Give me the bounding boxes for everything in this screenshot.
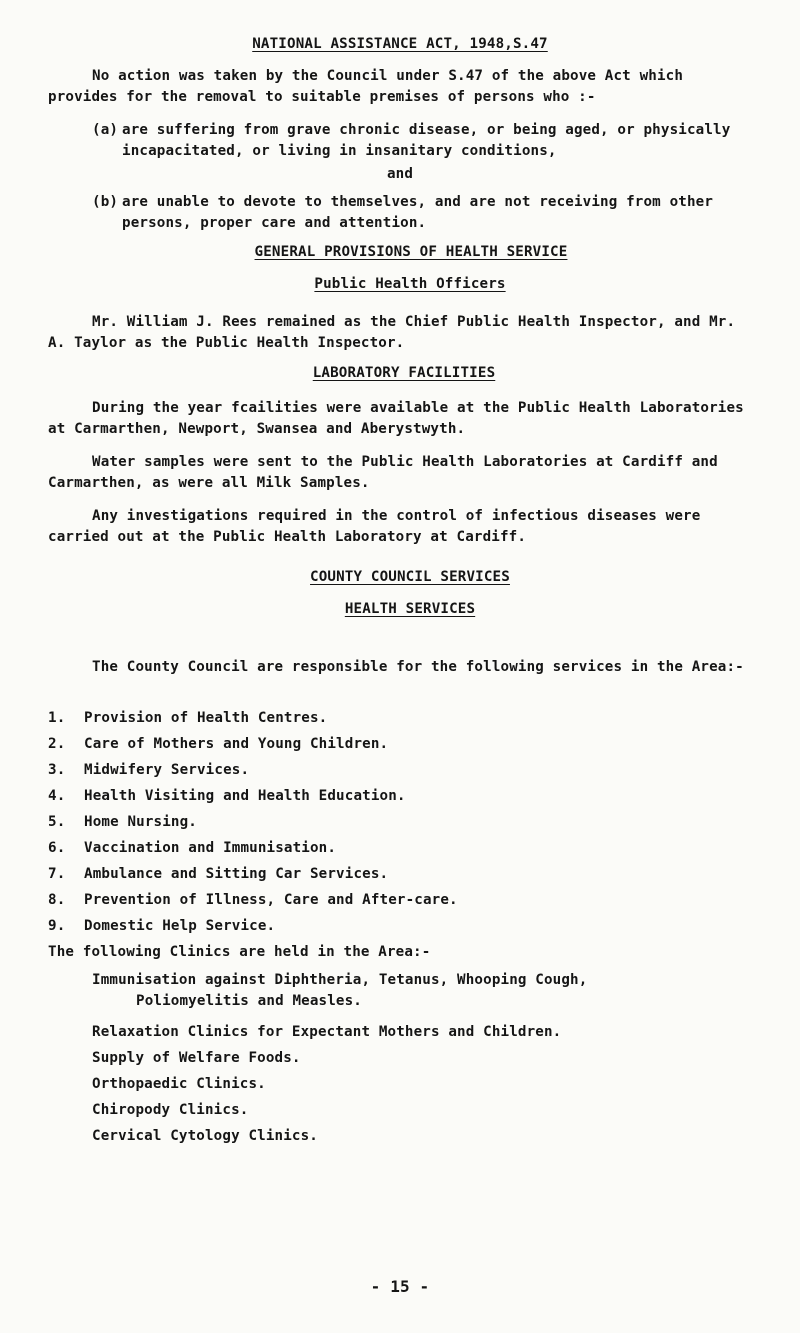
clinic-immunisation-line2: Poliomyelitis and Measles. <box>136 993 362 1009</box>
condition-b-text: are unable to devote to themselves, and are not receiving from other persons, proper care and attention. <box>122 194 714 231</box>
condition-b-label: (b) <box>92 194 119 210</box>
service-item: 1. Provision of Health Centres. <box>48 710 328 726</box>
heading-laboratory-facilities: LABORATORY FACILITIES <box>312 365 496 381</box>
clinic-immunisation <box>92 970 732 1012</box>
service-item: 7. Ambulance and Sitting Car Services. <box>48 866 389 882</box>
clinic-relaxation: Relaxation Clinics for Expectant Mothers and Children. <box>92 1024 562 1040</box>
heading-general-provisions: GENERAL PROVISIONS OF HEALTH SERVICE <box>254 244 568 260</box>
heading-health-services: HEALTH SERVICES <box>344 601 476 617</box>
service-item: 9. Domestic Help Service. <box>48 918 276 934</box>
condition-a <box>92 120 752 162</box>
condition-a-label: (a) <box>92 122 119 138</box>
service-item: 5. Home Nursing. <box>48 814 197 830</box>
page-number: - 15 - <box>370 1277 430 1296</box>
lab-paragraph-1: During the year fcailities were available at the Public Health Laboratories at Carmarthen, Newport, Swansea and Aberystwyth. <box>48 400 744 437</box>
clinic-welfare-foods: Supply of Welfare Foods. <box>92 1050 301 1066</box>
clinic-orthopaedic: Orthopaedic Clinics. <box>92 1076 266 1092</box>
intro-paragraph: No action was taken by the Council under S.47 of the above Act which provides for the removal to suitable premises of persons who :- <box>48 68 684 105</box>
clinic-immunisation-line1: Immunisation against Diphtheria, Tetanus, Whooping Cough, <box>92 972 588 988</box>
lab-paragraph-2: Water samples were sent to the Public Health Laboratories at Cardiff and Carmarthen, as were all Milk Samples. <box>48 454 718 491</box>
heading-national-assistance-act: NATIONAL ASSISTANCE ACT, 1948,S.47 <box>252 36 548 52</box>
clinic-chiropody: Chiropody Clinics. <box>92 1102 249 1118</box>
officers-paragraph: Mr. William J. Rees remained as the Chief Public Health Inspector, and Mr. A. Taylor as the Public Health Inspector. <box>48 314 736 351</box>
condition-b <box>92 192 752 234</box>
services-intro: The County Council are responsible for the following services in the Area:- <box>92 659 744 675</box>
service-item: 8. Prevention of Illness, Care and After-care. <box>48 892 458 908</box>
heading-county-council-services: COUNTY COUNCIL SERVICES <box>310 569 510 585</box>
heading-public-health-officers: Public Health Officers <box>314 276 506 292</box>
lab-paragraph-3: Any investigations required in the control of infectious diseases were carried out at the Public Health Laboratory at Cardiff. <box>48 508 701 545</box>
and-word: and <box>386 166 414 182</box>
clinic-cervical-cytology: Cervical Cytology Clinics. <box>92 1128 318 1144</box>
service-item: 4. Health Visiting and Health Education. <box>48 788 406 804</box>
condition-a-text: are suffering from grave chronic disease, or being aged, or physically incapacitated, or living in insanitary conditions, <box>122 122 731 159</box>
service-item: 3. Midwifery Services. <box>48 762 250 778</box>
service-item: 6. Vaccination and Immunisation. <box>48 840 337 856</box>
clinics-intro: The following Clinics are held in the Area:- <box>48 944 431 960</box>
service-item: 2. Care of Mothers and Young Children. <box>48 736 389 752</box>
